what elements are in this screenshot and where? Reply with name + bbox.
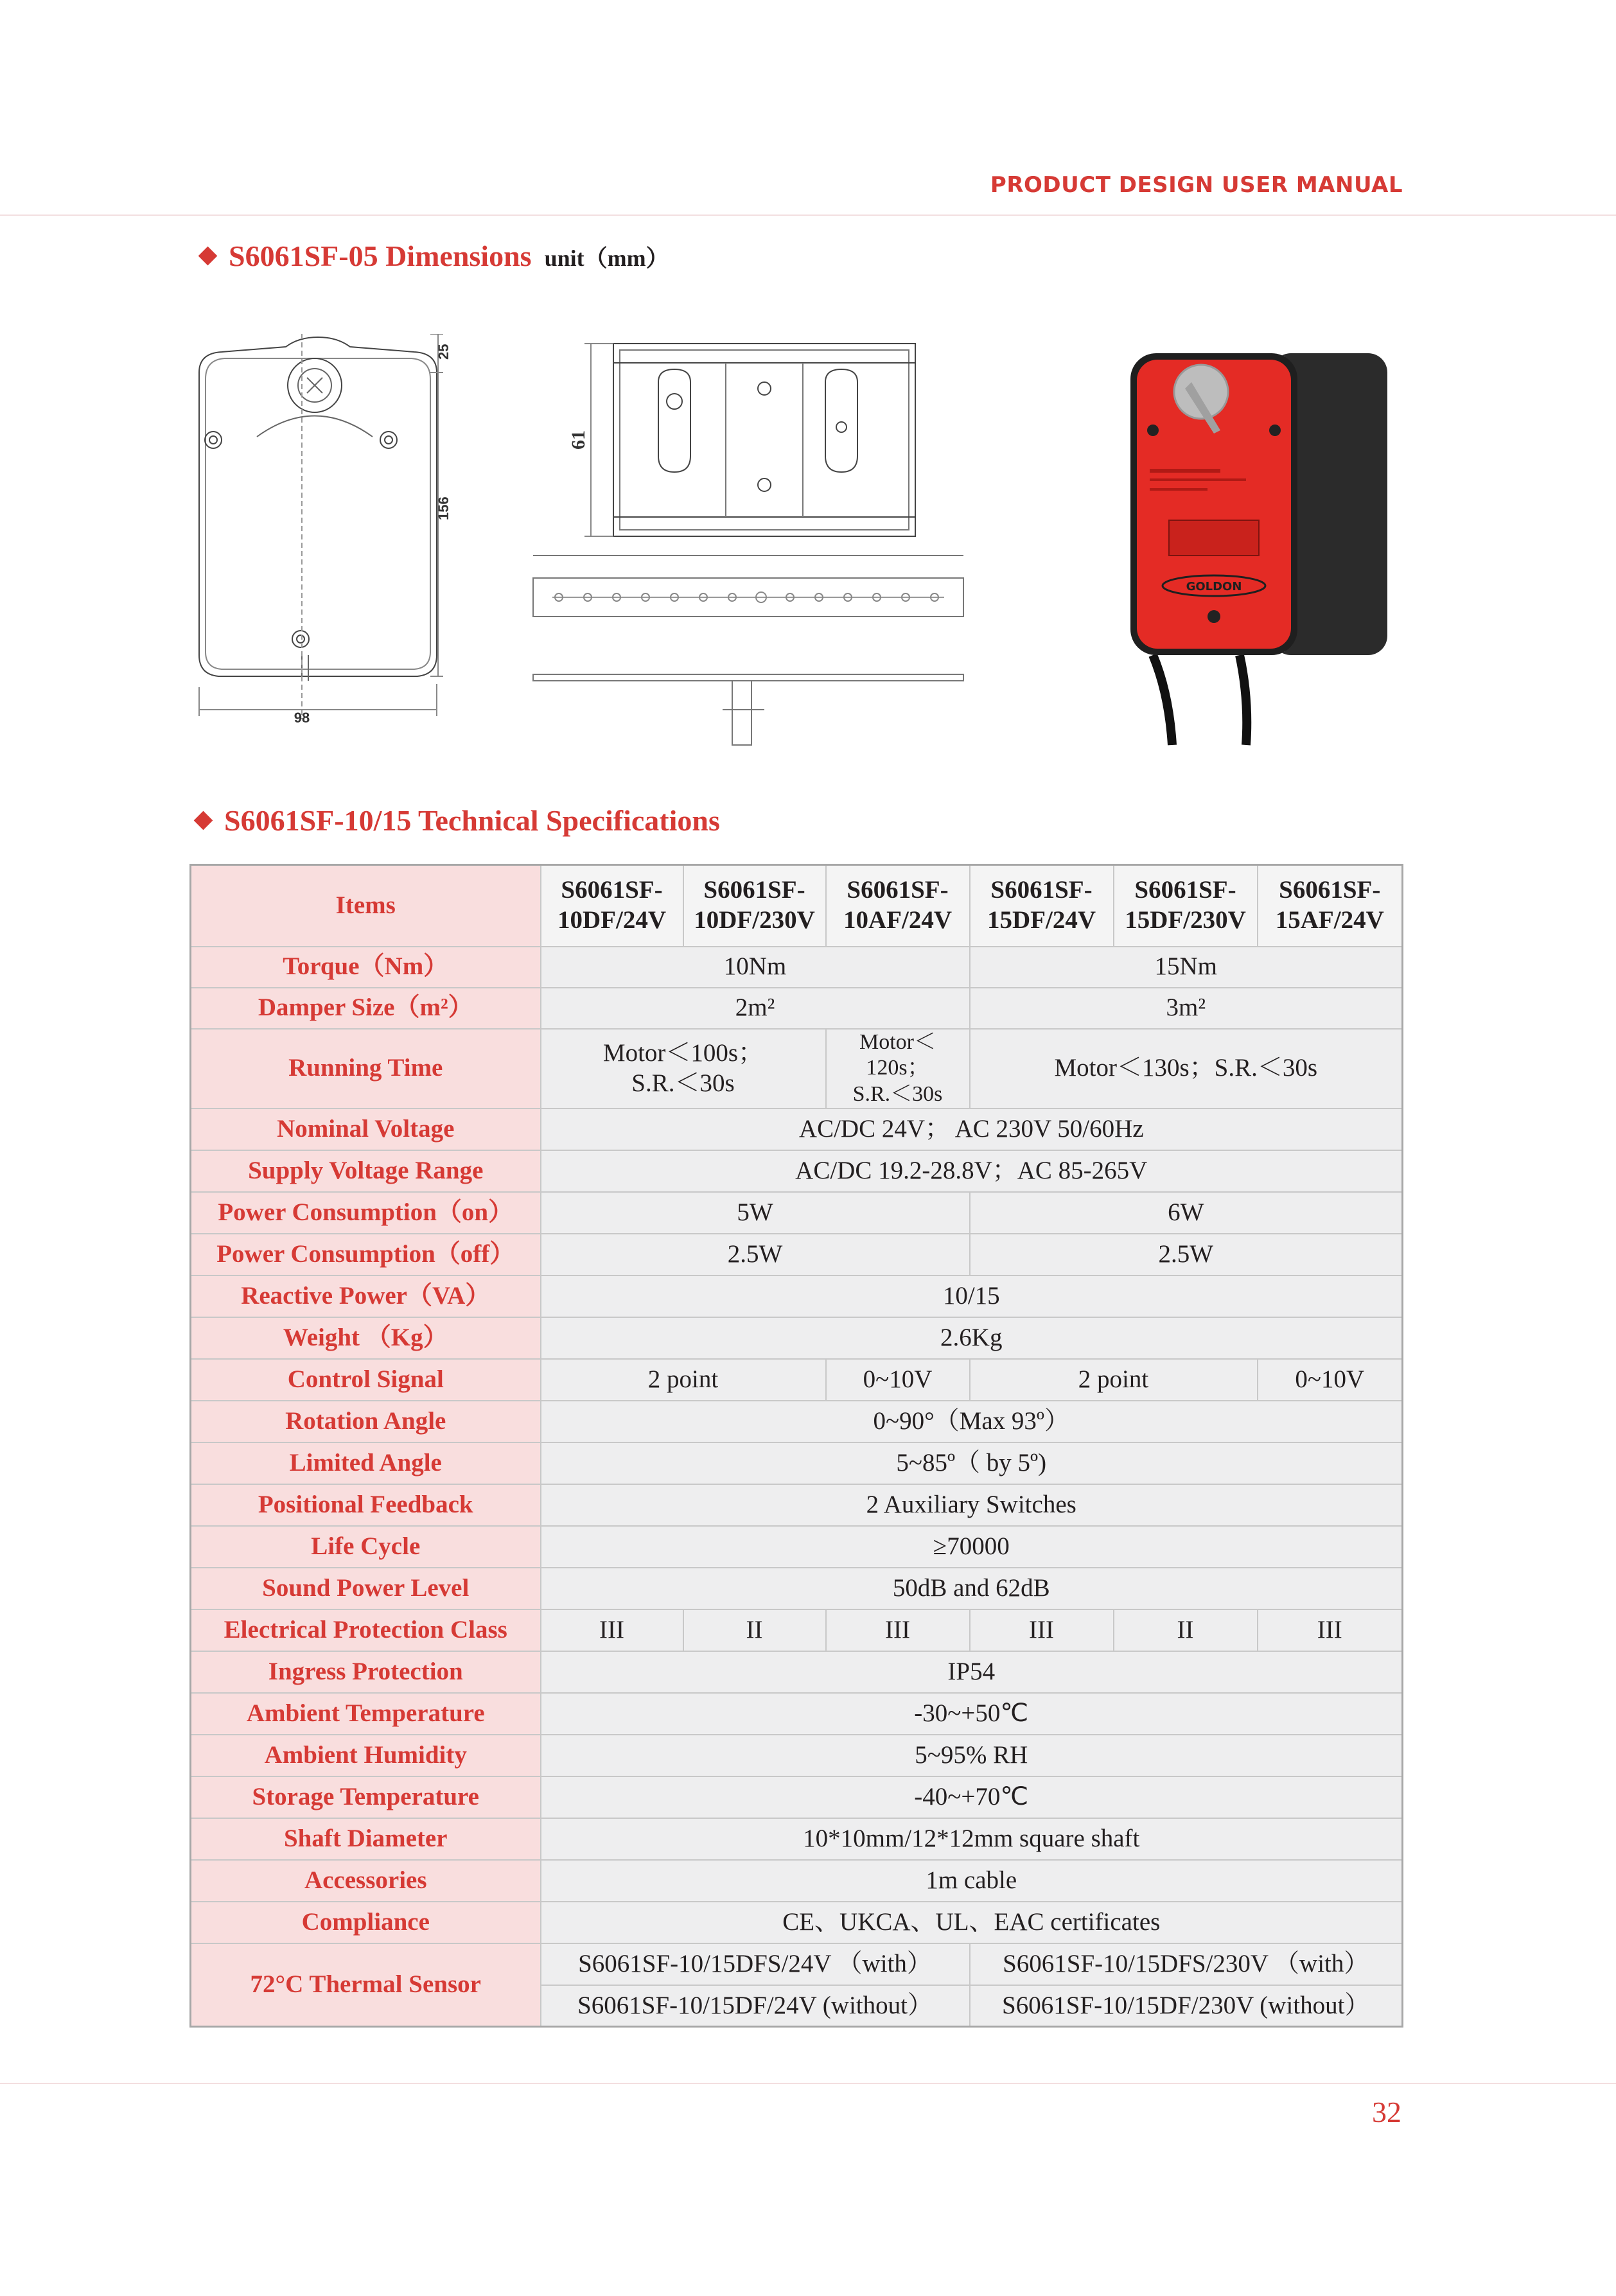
specs-title: S6061SF-10/15 Technical Specifications bbox=[224, 804, 720, 837]
table-cell: 5~85º（ by 5º) bbox=[541, 1442, 1403, 1484]
row-label: Limited Angle bbox=[191, 1442, 541, 1484]
table-cell: 2m² bbox=[541, 988, 970, 1029]
table-cell: 3m² bbox=[970, 988, 1403, 1029]
model-header: S6061SF- 10DF/230V bbox=[683, 865, 826, 947]
table-row bbox=[191, 1029, 1403, 1109]
table-cell: S6061SF-10/15DF/24V (without） bbox=[541, 1985, 970, 2027]
specs-heading bbox=[197, 803, 720, 837]
model-header: S6061SF- 15DF/24V bbox=[970, 865, 1114, 947]
table-cell: S6061SF-10/15DFS/230V （with） bbox=[970, 1943, 1403, 1985]
table-cell: CE、UKCA、UL、EAC certificates bbox=[541, 1902, 1403, 1943]
table-cell: 50dB and 62dB bbox=[541, 1568, 1403, 1609]
table-cell: Motor＜100s； S.R.＜30s bbox=[541, 1029, 826, 1109]
table-row bbox=[191, 1609, 1403, 1651]
table-cell: S6061SF-10/15DFS/24V （with） bbox=[541, 1943, 970, 1985]
row-label: Damper Size（m²） bbox=[191, 988, 541, 1029]
table-row bbox=[191, 988, 1403, 1029]
table-cell: II bbox=[1114, 1609, 1258, 1651]
side-view-drawing bbox=[565, 331, 938, 549]
table-row bbox=[191, 1902, 1403, 1943]
table-cell: 2 Auxiliary Switches bbox=[541, 1484, 1403, 1526]
table-cell: 0~10V bbox=[826, 1359, 970, 1401]
footer-divider bbox=[0, 2083, 1616, 2084]
table-cell: Motor＜120s； S.R.＜30s bbox=[826, 1029, 970, 1109]
table-row bbox=[191, 1776, 1403, 1818]
row-label: Nominal Voltage bbox=[191, 1109, 541, 1150]
table-header-row bbox=[191, 865, 1403, 947]
table-row bbox=[191, 1818, 1403, 1860]
front-width-dim: 98 bbox=[294, 710, 310, 726]
table-row bbox=[191, 1234, 1403, 1275]
table-row bbox=[191, 1735, 1403, 1776]
table-cell: 10Nm bbox=[541, 947, 970, 988]
row-label: Life Cycle bbox=[191, 1526, 541, 1568]
front-top-dim: 25 bbox=[435, 344, 452, 360]
table-cell: IP54 bbox=[541, 1651, 1403, 1693]
table-cell: 5~95% RH bbox=[541, 1735, 1403, 1776]
table-row bbox=[191, 1192, 1403, 1234]
row-label: Ingress Protection bbox=[191, 1651, 541, 1693]
table-row bbox=[191, 1860, 1403, 1902]
row-label: Torque（Nm） bbox=[191, 947, 541, 988]
table-cell: 5W bbox=[541, 1192, 970, 1234]
table-cell: 0~10V bbox=[1258, 1359, 1403, 1401]
row-label: Reactive Power（VA） bbox=[191, 1275, 541, 1317]
row-label: Rotation Angle bbox=[191, 1401, 541, 1442]
front-height-dim: 156 bbox=[435, 496, 452, 520]
row-label: Ambient Temperature bbox=[191, 1693, 541, 1735]
table-cell: AC/DC 24V； AC 230V 50/60Hz bbox=[541, 1109, 1403, 1150]
table-cell: 2 point bbox=[541, 1359, 826, 1401]
row-label: Running Time bbox=[191, 1029, 541, 1109]
table-cell: 6W bbox=[970, 1192, 1403, 1234]
table-cell: 2.5W bbox=[970, 1234, 1403, 1275]
product-photo bbox=[1111, 334, 1407, 751]
table-cell: III bbox=[970, 1609, 1114, 1651]
brand-label: GOLDON bbox=[1186, 580, 1242, 593]
table-cell: -30~+50℃ bbox=[541, 1693, 1403, 1735]
unit-label: unit（mm） bbox=[544, 245, 669, 271]
model-header: S6061SF- 10DF/24V bbox=[541, 865, 683, 947]
row-label: Shaft Diameter bbox=[191, 1818, 541, 1860]
model-header: S6061SF- 10AF/24V bbox=[826, 865, 970, 947]
front-view-drawing bbox=[186, 334, 462, 732]
table-row bbox=[191, 1359, 1403, 1401]
table-row bbox=[191, 1401, 1403, 1442]
table-cell: 0~90°（Max 93º） bbox=[541, 1401, 1403, 1442]
row-label: Electrical Protection Class bbox=[191, 1609, 541, 1651]
table-row bbox=[191, 1275, 1403, 1317]
table-row bbox=[191, 1109, 1403, 1150]
table-row bbox=[191, 1150, 1403, 1192]
table-cell: 2.6Kg bbox=[541, 1317, 1403, 1359]
table-cell: II bbox=[683, 1609, 826, 1651]
table-row bbox=[191, 1651, 1403, 1693]
row-label: 72°C Thermal Sensor bbox=[191, 1943, 541, 2027]
page-number: 32 bbox=[1372, 2096, 1401, 2128]
row-label: Weight （Kg） bbox=[191, 1317, 541, 1359]
table-row bbox=[191, 1693, 1403, 1735]
table-cell: 10*10mm/12*12mm square shaft bbox=[541, 1818, 1403, 1860]
table-row bbox=[191, 1442, 1403, 1484]
dimensions-heading bbox=[201, 239, 669, 273]
table-cell: -40~+70℃ bbox=[541, 1776, 1403, 1818]
table-cell: AC/DC 19.2-28.8V；AC 85-265V bbox=[541, 1150, 1403, 1192]
row-label: Ambient Humidity bbox=[191, 1735, 541, 1776]
table-row bbox=[191, 1484, 1403, 1526]
model-header: S6061SF- 15DF/230V bbox=[1114, 865, 1258, 947]
table-row bbox=[191, 1568, 1403, 1609]
dimensions-title: S6061SF-05 Dimensions bbox=[229, 240, 532, 272]
table-cell: 2 point bbox=[970, 1359, 1258, 1401]
table-row bbox=[191, 1943, 1403, 1985]
row-label: Positional Feedback bbox=[191, 1484, 541, 1526]
bracket-drawing bbox=[514, 543, 976, 755]
header-divider bbox=[0, 215, 1616, 216]
table-row bbox=[191, 1317, 1403, 1359]
table-cell: 1m cable bbox=[541, 1860, 1403, 1902]
table-row bbox=[191, 1526, 1403, 1568]
row-label: Sound Power Level bbox=[191, 1568, 541, 1609]
header-label: PRODUCT DESIGN USER MANUAL bbox=[990, 172, 1403, 198]
side-height-dim: 61 bbox=[568, 430, 589, 450]
table-cell: ≥70000 bbox=[541, 1526, 1403, 1568]
table-cell: 15Nm bbox=[970, 947, 1403, 988]
table-cell: III bbox=[1258, 1609, 1403, 1651]
row-label: Power Consumption（on） bbox=[191, 1192, 541, 1234]
table-cell: III bbox=[826, 1609, 970, 1651]
row-label: Storage Temperature bbox=[191, 1776, 541, 1818]
table-row bbox=[191, 947, 1403, 988]
table-cell: Motor＜130s；S.R.＜30s bbox=[970, 1029, 1403, 1109]
spec-table bbox=[189, 864, 1403, 2028]
row-label: Power Consumption（off） bbox=[191, 1234, 541, 1275]
row-label: Control Signal bbox=[191, 1359, 541, 1401]
table-cell: S6061SF-10/15DF/230V (without） bbox=[970, 1985, 1403, 2027]
row-label: Accessories bbox=[191, 1860, 541, 1902]
model-header: S6061SF- 15AF/24V bbox=[1258, 865, 1403, 947]
diamond-bullet-icon bbox=[194, 811, 213, 830]
row-label: Compliance bbox=[191, 1902, 541, 1943]
table-cell: 10/15 bbox=[541, 1275, 1403, 1317]
table-cell: III bbox=[541, 1609, 683, 1651]
table-cell: 2.5W bbox=[541, 1234, 970, 1275]
row-label: Supply Voltage Range bbox=[191, 1150, 541, 1192]
items-header: Items bbox=[191, 865, 541, 947]
diamond-bullet-icon bbox=[198, 247, 218, 266]
